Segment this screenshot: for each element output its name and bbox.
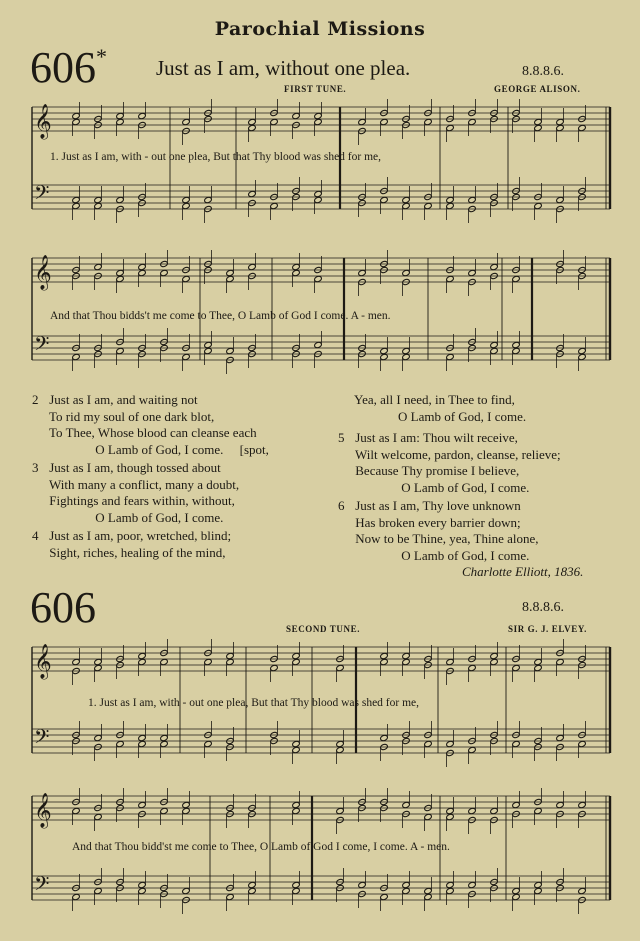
svg-text:𝄢: 𝄢 [34, 332, 50, 360]
verse-4-continued: Yea, all I need, in Thee to find, O Lamb of God, I come. [354, 392, 527, 424]
hymn-meter-second: 8.8.8.6. [522, 600, 564, 615]
score-system-1 [0, 95, 640, 245]
svg-text:𝄢: 𝄢 [34, 872, 50, 900]
score-system-4 [0, 782, 640, 932]
svg-text:𝄞: 𝄞 [34, 644, 52, 679]
hymn-first-line: Just as I am, without one plea. [156, 56, 411, 80]
svg-text:𝄞: 𝄞 [34, 104, 52, 139]
verse-5: 5 Just as I am: Thou wilt receive, Wilt welcome, pardon, cleanse, relieve; Because Thy promise I believe, O Lamb of God, I come. [338, 430, 561, 495]
tune-label-second: SECOND TUNE. [286, 624, 361, 634]
svg-text:𝄞: 𝄞 [34, 255, 52, 290]
score-system-3 [0, 635, 640, 785]
verse-3: 3 Just as I am, though tossed about With many a conflict, many a doubt, Fightings and fears within, without, O Lamb of God, I come. [32, 460, 240, 525]
svg-text:𝄢: 𝄢 [34, 725, 50, 753]
hymn-number-second: 606 [30, 583, 96, 632]
svg-text:𝄞: 𝄞 [34, 793, 52, 828]
hymn-mark: * [96, 44, 107, 69]
lyric-line-second: And that Thou bidd'st me come to Thee, O Lamb of God I come, I come. A - men. [72, 841, 450, 853]
hymn-number: 606* [30, 43, 107, 92]
verse-6: 6 Just as I am, Thy love unknown Has broken every barrier down; Now to be Thine, yea, Thine alone, O Lamb of God, I come. [338, 498, 539, 563]
composer-name-second: SIR G. J. ELVEY. [508, 624, 587, 634]
svg-text:𝄢: 𝄢 [34, 181, 50, 209]
verse-4: 4 Just as I am, poor, wretched, blind; Sight, riches, healing of the mind, [32, 528, 232, 560]
lyric-line-second: 1. Just as I am, with - out one plea, But that Thy blood was shed for me, [88, 697, 420, 709]
running-head: Parochial Missions [214, 18, 426, 40]
lyric-line: 1. Just as I am, with - out one plea, But that Thy blood was shed for me, [50, 151, 382, 163]
composer-name: GEORGE ALISON. [494, 84, 581, 94]
lyric-line: And that Thou bidds't me come to Thee, O Lamb of God I come. A - men. [50, 310, 391, 322]
author-attribution: Charlotte Elliott, 1836. [462, 564, 584, 579]
hymn-meter: 8.8.8.6. [522, 64, 564, 79]
verse-2: 2 Just as I am, and waiting not To rid my soul of one dark blot, To Thee, Whose blood can cleanse each O Lamb of God, I come. [spot, [32, 392, 269, 457]
tune-label: FIRST TUNE. [284, 84, 347, 94]
